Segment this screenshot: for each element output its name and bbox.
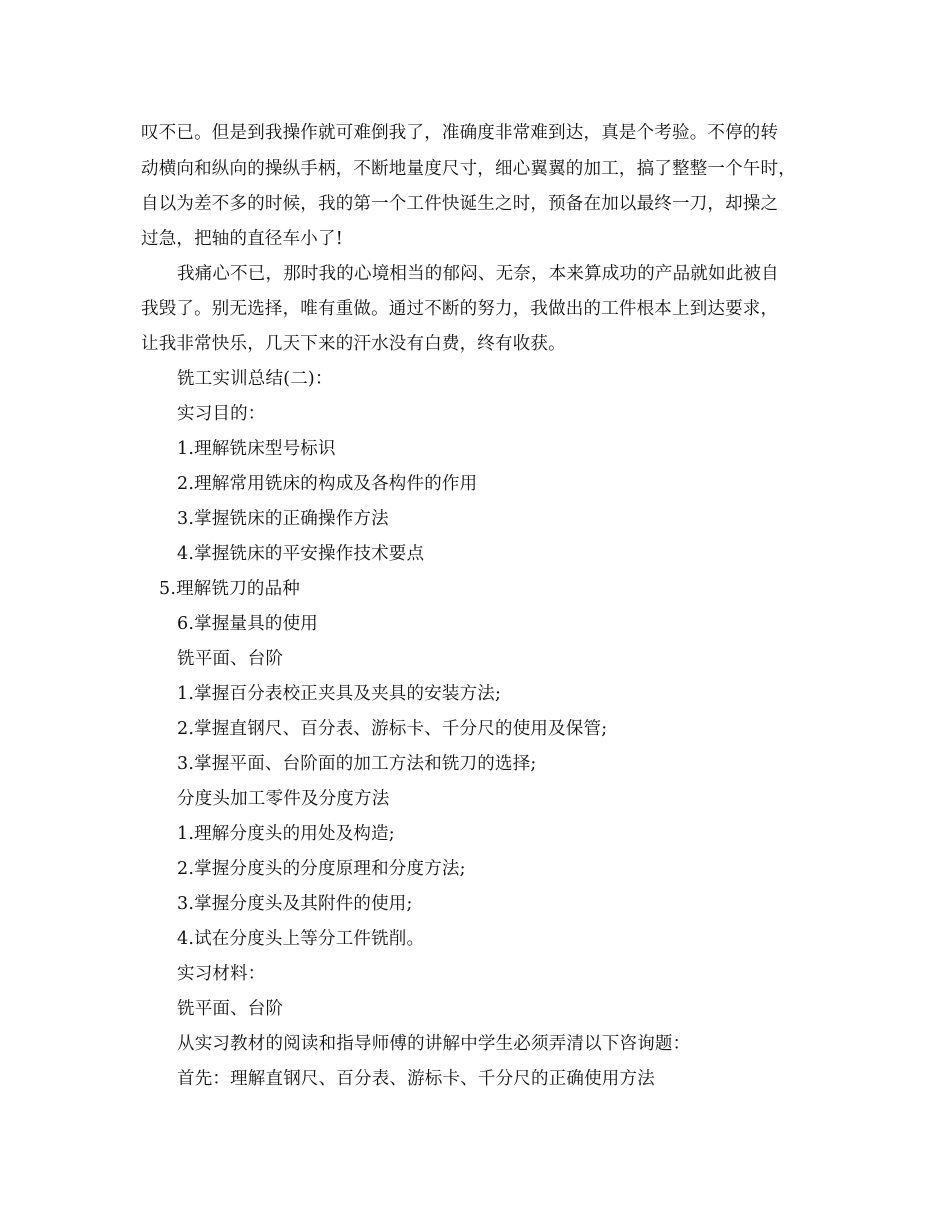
materials-heading: 实习材料： bbox=[177, 964, 266, 984]
plane-item-1: 1.掌握百分表校正夹具及夹具的安装方法; bbox=[177, 684, 502, 704]
paragraph-2-line-2: 我毁了。别无选择，唯有重做。通过不断的努力，我做出的工件根本上到达要求， bbox=[141, 299, 779, 319]
indexing-item-3: 3.掌握分度头及其附件的使用; bbox=[177, 894, 413, 914]
paragraph-2-line-3: 让我非常快乐，几天下来的汗水没有白费，终有收获。 bbox=[141, 334, 566, 354]
objective-item-6: 6.掌握量具的使用 bbox=[177, 614, 318, 634]
objectives-heading: 实习目的： bbox=[177, 404, 266, 424]
materials-intro: 从实习教材的阅读和指导师傅的讲解中学生必须弄清以下咨询题： bbox=[177, 1034, 691, 1054]
objective-item-5: 5.理解铣刀的品种 bbox=[159, 579, 300, 599]
plane-item-3: 3.掌握平面、台阶面的加工方法和铣刀的选择; bbox=[177, 754, 537, 774]
indexing-item-2: 2.掌握分度头的分度原理和分度方法; bbox=[177, 859, 466, 879]
objective-item-2: 2.理解常用铣床的构成及各构件的作用 bbox=[177, 474, 478, 494]
paragraph-1-line-1: 叹不已。但是到我操作就可难倒我了，准确度非常难到达，真是个考验。不停的转 bbox=[141, 123, 779, 143]
paragraph-1-line-2: 动横向和纵向的操纵手柄，不断地量度尺寸，细心翼翼的加工，搞了整整一个午时， bbox=[141, 159, 796, 179]
paragraph-1-line-3: 自以为差不多的时候，我的第一个工件快诞生之时，预备在加以最终一刀，却操之 bbox=[141, 194, 779, 214]
objective-item-1: 1.理解铣床型号标识 bbox=[177, 439, 336, 459]
objective-item-4: 4.掌握铣床的平安操作技术要点 bbox=[177, 544, 425, 564]
indexing-item-1: 1.理解分度头的用处及构造; bbox=[177, 824, 395, 844]
paragraph-1-line-4: 过急，把轴的直径车小了! bbox=[141, 229, 343, 249]
paragraph-2-line-1: 我痛心不已，那时我的心境相当的郁闷、无奈，本来算成功的产品就如此被自 bbox=[177, 264, 779, 284]
plane-heading: 铣平面、台阶 bbox=[177, 649, 284, 669]
indexing-heading: 分度头加工零件及分度方法 bbox=[177, 789, 390, 809]
section-title: 铣工实训总结(二)： bbox=[177, 369, 333, 389]
indexing-item-4: 4.试在分度头上等分工件铣削。 bbox=[177, 929, 425, 949]
plane-item-2: 2.掌握直钢尺、百分表、游标卡、千分尺的使用及保管; bbox=[177, 719, 608, 739]
first-point: 首先：理解直钢尺、百分表、游标卡、千分尺的正确使用方法 bbox=[177, 1069, 655, 1089]
objective-item-3: 3.掌握铣床的正确操作方法 bbox=[177, 509, 389, 529]
materials-subheading: 铣平面、台阶 bbox=[177, 999, 284, 1019]
